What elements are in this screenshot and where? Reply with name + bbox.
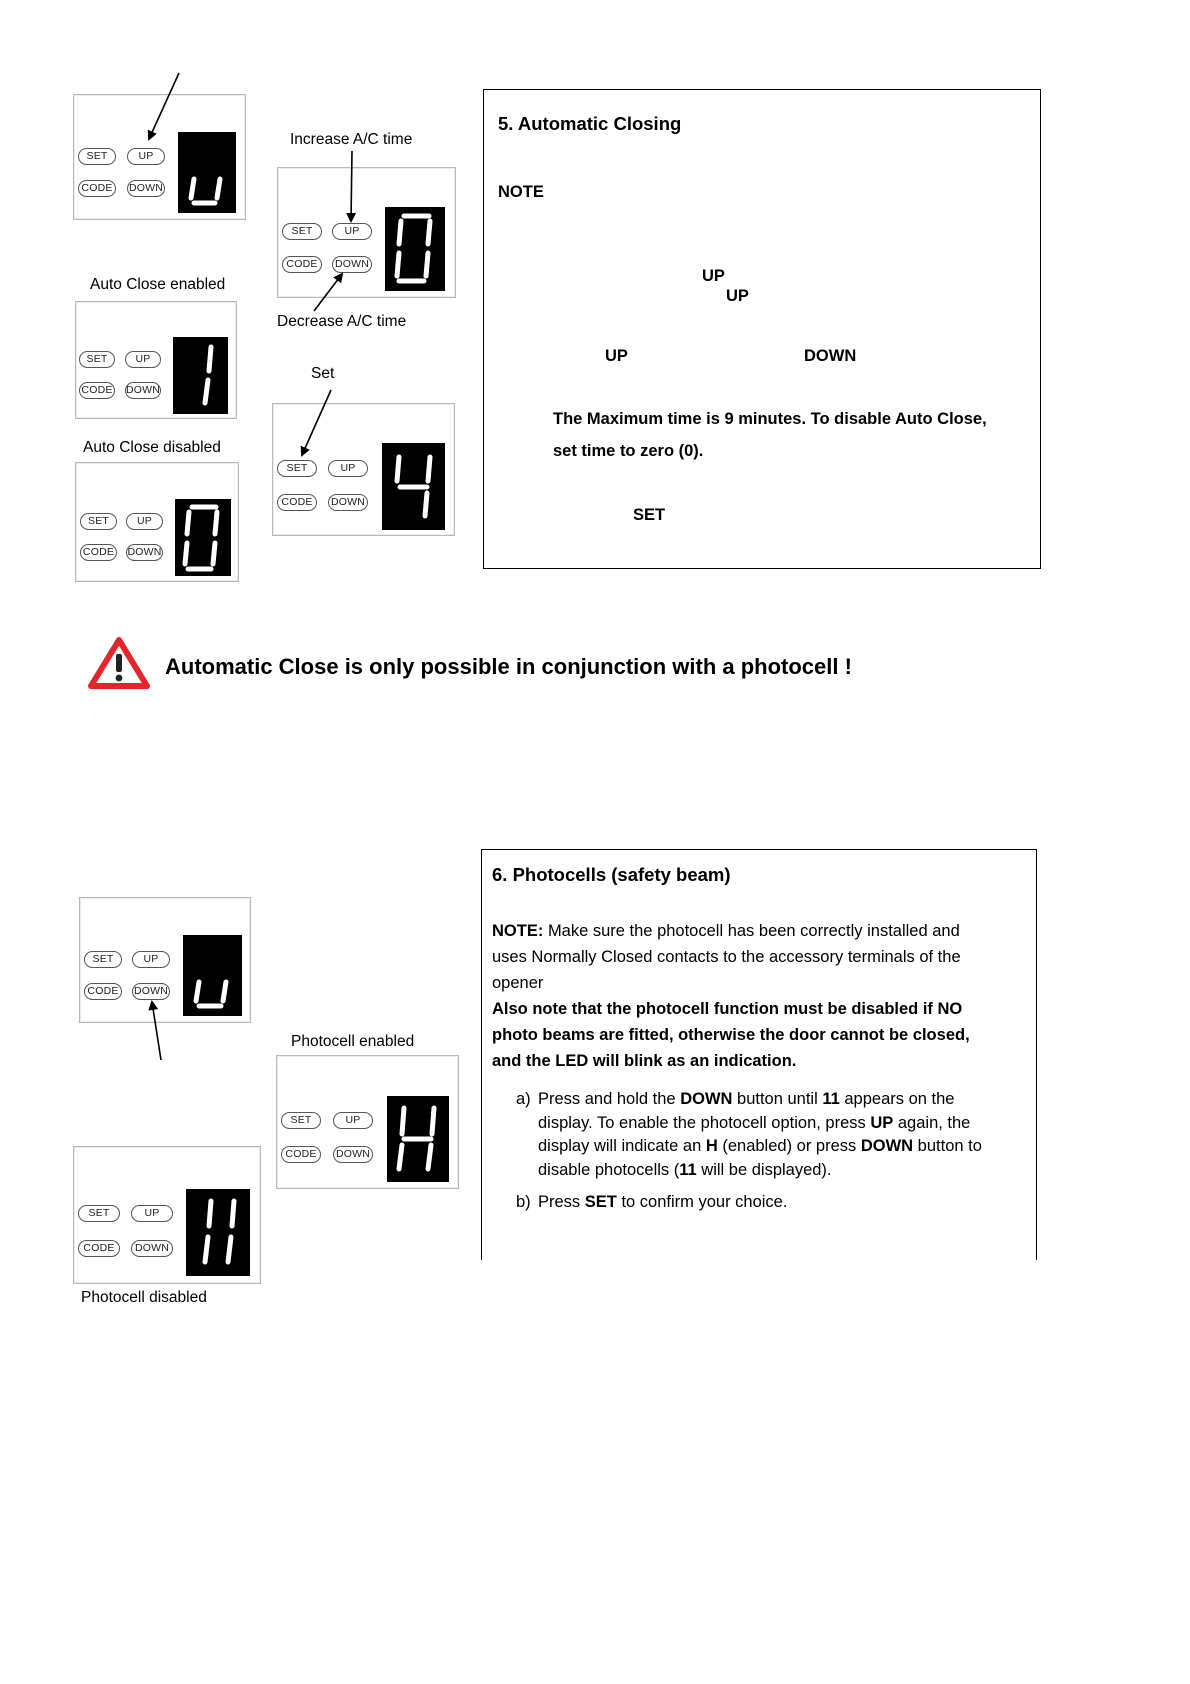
up-button[interactable]: UP <box>131 1205 173 1222</box>
seven-segment-display <box>183 935 242 1016</box>
down-button[interactable]: DOWN <box>328 494 368 511</box>
instruction-item-b <box>516 1191 1011 1217</box>
down-button[interactable]: DOWN <box>132 983 170 1000</box>
note-label: NOTE <box>498 183 544 201</box>
up-button[interactable]: UP <box>333 1112 373 1129</box>
seven-segment-display <box>385 207 445 291</box>
section-6-title: 6. Photocells (safety beam) <box>492 864 731 885</box>
auto-close-disabled-label: Auto Close disabled <box>83 439 221 456</box>
list-marker: a) <box>516 1090 531 1108</box>
decrease-ac-time-label: Decrease A/C time <box>277 313 407 330</box>
set-button[interactable]: SET <box>80 513 117 530</box>
down-keyword: DOWN <box>804 347 857 365</box>
code-button[interactable]: CODE <box>80 544 117 561</box>
set-keyword: SET <box>633 506 666 524</box>
seven-segment-display <box>178 132 236 213</box>
auto-close-enabled-label: Auto Close enabled <box>90 276 226 293</box>
warning-text: Automatic Close is only possible in conjunction with a photocell ! <box>165 654 852 679</box>
instruction-text: Press and hold the DOWN button until 11 appears on the display. To enable the photocell option, press UP again, the display will indicate an H (enabled) or press DOWN button to disable photocells (11 will be displayed). <box>538 1090 982 1179</box>
seven-segment-display <box>175 499 231 576</box>
set-button[interactable]: SET <box>78 1205 120 1222</box>
control-panel-1 <box>73 94 246 220</box>
max-time-line-2: set time to zero (0). <box>553 442 704 460</box>
set-button[interactable]: SET <box>277 460 317 477</box>
note-label: NOTE: <box>492 922 544 940</box>
control-panel-3 <box>75 462 239 582</box>
photocell-enabled-label: Photocell enabled <box>291 1033 415 1050</box>
max-time-line-1: The Maximum time is 9 minutes. To disable Auto Close, <box>553 410 987 428</box>
set-button[interactable]: SET <box>282 223 322 240</box>
set-button[interactable]: SET <box>78 148 116 165</box>
code-button[interactable]: CODE <box>282 256 322 273</box>
set-button[interactable]: SET <box>79 351 115 368</box>
up-button[interactable]: UP <box>132 951 170 968</box>
down-button[interactable]: DOWN <box>333 1146 373 1163</box>
seven-segment-display <box>173 337 228 414</box>
also-note: Also note that the photocell function must be disabled if NO photo beams are fitted, otherwise the door cannot be closed, and the LED will blink as an indication. <box>492 1000 970 1070</box>
control-panel-6 <box>79 897 251 1023</box>
warning-triangle-icon <box>88 637 150 689</box>
seven-segment-display <box>186 1189 250 1276</box>
control-panel-4 <box>277 167 456 298</box>
control-panel-2 <box>75 301 237 419</box>
up-keyword-1: UP <box>702 267 725 285</box>
seven-segment-display <box>382 443 445 530</box>
code-button[interactable]: CODE <box>84 983 122 1000</box>
up-button[interactable]: UP <box>125 351 161 368</box>
code-button[interactable]: CODE <box>281 1146 321 1163</box>
set-label: Set <box>311 365 335 382</box>
up-button[interactable]: UP <box>332 223 372 240</box>
control-panel-7 <box>73 1146 261 1284</box>
set-button[interactable]: SET <box>281 1112 321 1129</box>
section-5-title: 5. Automatic Closing <box>498 113 682 134</box>
note-text: Make sure the photocell has been correctly installed and uses Normally Closed contacts to the accessory terminals of the opener <box>492 922 961 992</box>
code-button[interactable]: CODE <box>78 1240 120 1257</box>
code-button[interactable]: CODE <box>79 382 115 399</box>
set-button[interactable]: SET <box>84 951 122 968</box>
up-keyword-3: UP <box>605 347 628 365</box>
down-button[interactable]: DOWN <box>332 256 372 273</box>
code-button[interactable]: CODE <box>277 494 317 511</box>
up-button[interactable]: UP <box>328 460 368 477</box>
down-button[interactable]: DOWN <box>125 382 161 399</box>
up-button[interactable]: UP <box>127 148 165 165</box>
up-button[interactable]: UP <box>126 513 163 530</box>
code-button[interactable]: CODE <box>78 180 116 197</box>
down-button[interactable]: DOWN <box>126 544 163 561</box>
automatic-closing-section <box>483 89 1041 569</box>
seven-segment-display <box>387 1096 449 1182</box>
down-button[interactable]: DOWN <box>131 1240 173 1257</box>
instruction-text: Press SET to confirm your choice. <box>538 1193 788 1211</box>
photocell-note <box>492 918 992 996</box>
instruction-item-a <box>516 1088 1011 1184</box>
photocell-disabled-label: Photocell disabled <box>81 1289 207 1306</box>
up-keyword-2: UP <box>726 287 749 305</box>
increase-ac-time-label: Increase A/C time <box>290 131 413 148</box>
down-button[interactable]: DOWN <box>127 180 165 197</box>
control-panel-8 <box>276 1055 459 1189</box>
list-marker: b) <box>516 1193 531 1211</box>
control-panel-5 <box>272 403 455 536</box>
